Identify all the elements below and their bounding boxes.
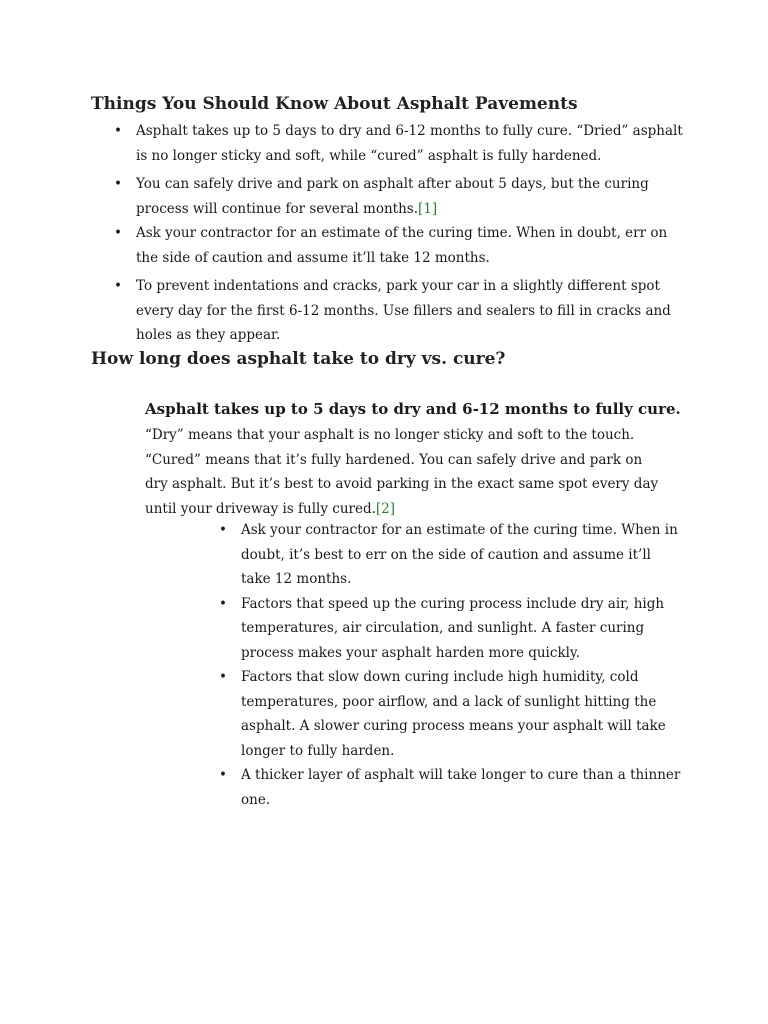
- list-item-text: Asphalt takes up to 5 days to dry and 6-12 months to fully cure. “Dried” asphalt is no longer sticky and soft, while “cured” asphalt is fully hardened.: [136, 123, 683, 164]
- list-item: [114, 119, 684, 168]
- detail-list: [219, 518, 681, 812]
- bullet-icon: •: [219, 522, 227, 538]
- list-item: [219, 592, 681, 666]
- list-item: [219, 665, 681, 763]
- list-item-text: You can safely drive and park on asphalt after about 5 days, but the curing process will continue for several months.: [136, 176, 649, 217]
- body-paragraph: [145, 423, 665, 521]
- bullet-icon: •: [219, 595, 227, 612]
- citation-link[interactable]: [1]: [418, 200, 438, 217]
- bullet-icon: •: [219, 669, 227, 685]
- section-heading: Things You Should Know About Asphalt Pavements: [91, 94, 578, 114]
- step-heading: Asphalt takes up to 5 days to dry and 6-12 months to fully cure.: [145, 400, 681, 418]
- list-item: [219, 518, 681, 592]
- bullet-icon: •: [114, 278, 122, 294]
- citation-link[interactable]: [2]: [375, 500, 396, 517]
- list-item: [114, 274, 684, 348]
- bullet-icon: •: [114, 123, 122, 139]
- paragraph-text: “Dry” means that your asphalt is no longer sticky and soft to the touch. “Cured” means that it’s fully hardened. You can safely drive and park on dry asphalt. But it’s best to avoid parking in the exact same spot every day until your driveway is fully cured.: [145, 427, 659, 517]
- bullet-icon: •: [114, 225, 122, 241]
- list-item-text: Factors that speed up the curing process include dry air, high temperatures, air circulation, and sunlight. A faster curing process makes your asphalt harden more quickly.: [241, 595, 665, 661]
- key-points-list: [114, 119, 684, 348]
- list-item-text: Ask your contractor for an estimate of the curing time. When in doubt, it’s best to err on the side of caution and assume it’ll take 12 months.: [241, 522, 678, 587]
- list-item: [219, 763, 681, 812]
- section-heading: How long does asphalt take to dry vs. cure?: [91, 349, 506, 369]
- list-item-text: To prevent indentations and cracks, park your car in a slightly different spot every day for the first 6-12 months. Use fillers and sealers to fill in cracks and holes as they appear.: [136, 278, 671, 343]
- list-item: [114, 221, 684, 270]
- list-item-text: A thicker layer of asphalt will take longer to cure than a thinner one.: [241, 767, 681, 808]
- list-item-text: Factors that slow down curing include high humidity, cold temperatures, poor airflow, and a lack of sunlight hitting the asphalt. A slower curing process means your asphalt will take longer to fully harden.: [241, 669, 666, 759]
- bullet-icon: •: [219, 767, 227, 783]
- list-item-text: Ask your contractor for an estimate of the curing time. When in doubt, err on the side of caution and assume it’ll take 12 months.: [136, 225, 668, 266]
- list-item: [114, 172, 684, 221]
- bullet-icon: •: [114, 176, 122, 192]
